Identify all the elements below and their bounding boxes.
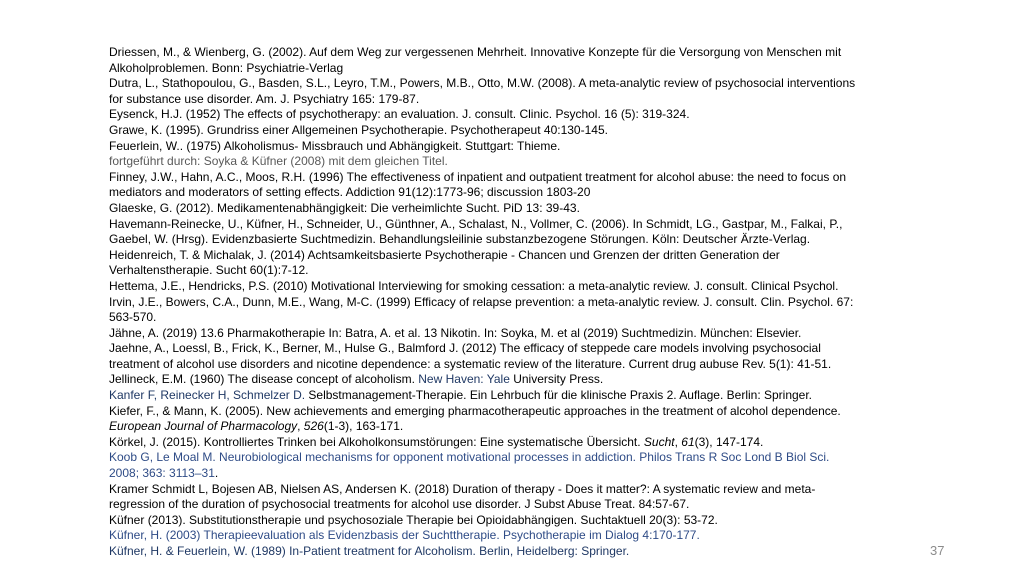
- reference-text: 526: [303, 419, 324, 434]
- reference-text: Driessen, M., & Wienberg, G. (2002). Auf dem Weg zur vergessenen Mehrheit. Innovative Konzepte für die Versorgung von Menschen mit Alkoholproblemen. Bonn: Psychiatrie-Verlag: [109, 45, 842, 75]
- reference-text: Küfner, H. (2003) Therapieevaluation als Evidenzbasis der Suchttherapie. Psychotherapie im Dialog 4:170-177.: [109, 528, 700, 543]
- reference-list: [109, 45, 861, 560]
- reference-entry-driessen: [109, 45, 861, 76]
- reference-entry-grawe: [109, 123, 861, 139]
- reference-text: Hettema, J.E., Hendricks, P.S. (2010) Motivational Interviewing for smoking cessation: a meta-analytic review. J. consult. Clinical Psychol. Irvin, J.E., Bowers, C.A., Dunn, M.E., Wang, M-C. (1999) Efficacy of relapse prevention: a meta-analytic review. J. consult. Clin. Psychol. 67: 563-570.: [109, 278, 854, 325]
- reference-text: fortgeführt durch: Soyka & Küfner (2008) mit dem gleichen Titel.: [109, 154, 448, 169]
- reference-text: Selbstmanagement-Therapie. Ein Lehrbuch für die klinische Praxis 2. Auflage. Berlin: Springer.: [305, 388, 813, 403]
- reference-entry-dutra: [109, 76, 861, 107]
- reference-entry-kuefner2013: [109, 513, 861, 529]
- reference-entry-kuefner1989: [109, 544, 861, 560]
- reference-entry-feuerlein: [109, 139, 861, 155]
- reference-entry-jellineck: [109, 372, 861, 388]
- reference-entry-eysenck: [109, 107, 861, 123]
- reference-entry-havemann: [109, 217, 861, 248]
- reference-text: Jellineck, E.M. (1960) The disease concept of alcoholism.: [109, 372, 419, 387]
- reference-text: Glaeske, G. (2012). Medikamentenabhängigkeit: Die verheimlichte Sucht. PiD 13: 39-43.: [109, 200, 580, 215]
- reference-text: Sucht: [643, 434, 675, 449]
- reference-text: Kramer Schmidt L, Bojesen AB, Nielsen AS, Andersen K. (2018) Duration of therapy - Does it matter?: A systematic review and meta-regression of the duration of psychosocial treatments for alcohol use disorder. J Subst Abuse Treat. 84:57-67.: [109, 481, 816, 512]
- reference-text: (3), 147-174.: [694, 434, 764, 449]
- reference-text: Küfner, H. & Feuerlein, W. (1989) In-Patient treatment for Alcoholism. Berlin, Heidelberg: Springer.: [109, 544, 630, 558]
- reference-text: Küfner (2013). Substitutionstherapie und psychosoziale Therapie bei Opioidabhängigen. Suchtaktuell 20(3): 53-72.: [109, 512, 718, 527]
- reference-text: Jaehne, A., Loessl, B., Frick, K., Berner, M., Hulse G., Balmford J. (2012) The efficacy of steppede care models involving psychosocial treatment of alcohol use disorders and nicotine dependence: a systematic review of the literature. Current drug aubuse Rev. 5(1): 41-51.: [109, 341, 832, 371]
- reference-text: ,: [674, 434, 682, 449]
- reference-text: Finney, J.W., Hahn, A.C., Moos, R.H. (1996) The effectiveness of inpatient and outpatient treatment for alcohol abuse: the need to focus on mediators and moderators of setting effects. Addiction 91(12):1773-96; discussion 1803-20: [109, 169, 847, 200]
- reference-text: .: [214, 466, 219, 481]
- reference-text: Jähne, A. (2019) 13.6 Pharmakotherapie In: Batra, A. et al. 13 Nikotin. In: Soyka, M. et al (2019) Suchtmedizin. München: Elsevier.: [109, 325, 802, 340]
- reference-entry-finney: [109, 170, 861, 201]
- reference-entry-koob: [109, 450, 861, 481]
- reference-entry-kramer: [109, 482, 861, 513]
- reference-text: Körkel, J. (2015). Kontrolliertes Trinken bei Alkoholkonsumstörungen: Eine systematische Übersicht.: [109, 434, 644, 449]
- reference-text: Kiefer, F., & Mann, K. (2005). New achievements and emerging pharmacotherapeutic approaches in the treatment of alcohol dependence.: [109, 403, 841, 418]
- reference-entry-hettema: [109, 279, 861, 326]
- reference-text: New Haven: Yale: [418, 372, 510, 387]
- reference-text: Grawe, K. (1995). Grundriss einer Allgemeinen Psychotherapie. Psychotherapeut 40:130-145.: [109, 122, 608, 137]
- reference-entry-fortgefuehrt: [109, 154, 861, 170]
- page-number: 37: [930, 543, 945, 558]
- reference-text: Havemann-Reinecke, U., Küfner, H., Schneider, U., Günthner, A., Schalast, N., Vollmer, C. (2006). In Schmidt, LG., Gastpar, M., Falkai, P., Gaebel, W. (Hrsg). Evidenzbasierte Suchtmedizin. Behandlungsleilinie substanzbezogene Störungen. Köln: Deutscher Ärzte-Verlag.: [109, 216, 843, 247]
- reference-entry-kiefer: [109, 404, 861, 435]
- reference-text: 61: [681, 434, 695, 449]
- reference-entry-kuefner2003: [109, 528, 861, 544]
- reference-entry-kanfer: [109, 388, 861, 404]
- reference-text: Eysenck, H.J. (1952) The effects of psychotherapy: an evaluation. J. consult. Clinic. Psychol. 16 (5): 319-324.: [109, 107, 690, 122]
- reference-text: Koob G, Le Moal M. Neurobiological mechanisms for opponent motivational processes in addiction. Philos Trans R Soc Lond B Biol Sci. 2008; 363: 3113–31: [109, 450, 830, 481]
- reference-entry-jaehne2012: [109, 341, 861, 372]
- reference-entry-heidenreich: [109, 248, 861, 279]
- reference-text: Kanfer F, Reinecker H, Schmelzer D.: [109, 388, 306, 403]
- reference-text: European Journal of Pharmacology: [109, 419, 298, 434]
- reference-entry-koerkel: [109, 435, 861, 451]
- reference-entry-glaeske: [109, 201, 861, 217]
- reference-text: (1-3), 163-171.: [323, 419, 404, 434]
- reference-text: ,: [297, 419, 304, 434]
- reference-text: University Press.: [509, 372, 604, 387]
- reference-text: Dutra, L., Stathopoulou, G., Basden, S.L., Leyro, T.M., Powers, M.B., Otto, M.W. (2008). A meta-analytic review of psychosocial interventions for substance use disorder. Am. J. Psychiatry 165: 179-87.: [109, 76, 856, 106]
- reference-entry-jaehne2019: [109, 326, 861, 342]
- reference-text: Feuerlein, W.. (1975) Alkoholismus- Missbrauch und Abhängigkeit. Stuttgart: Thieme.: [109, 138, 561, 153]
- reference-text: Heidenreich, T. & Michalak, J. (2014) Achtsamkeitsbasierte Psychotherapie - Chancen und Grenzen der dritten Generation der Verhaltenstherapie. Sucht 60(1):7-12.: [109, 247, 780, 278]
